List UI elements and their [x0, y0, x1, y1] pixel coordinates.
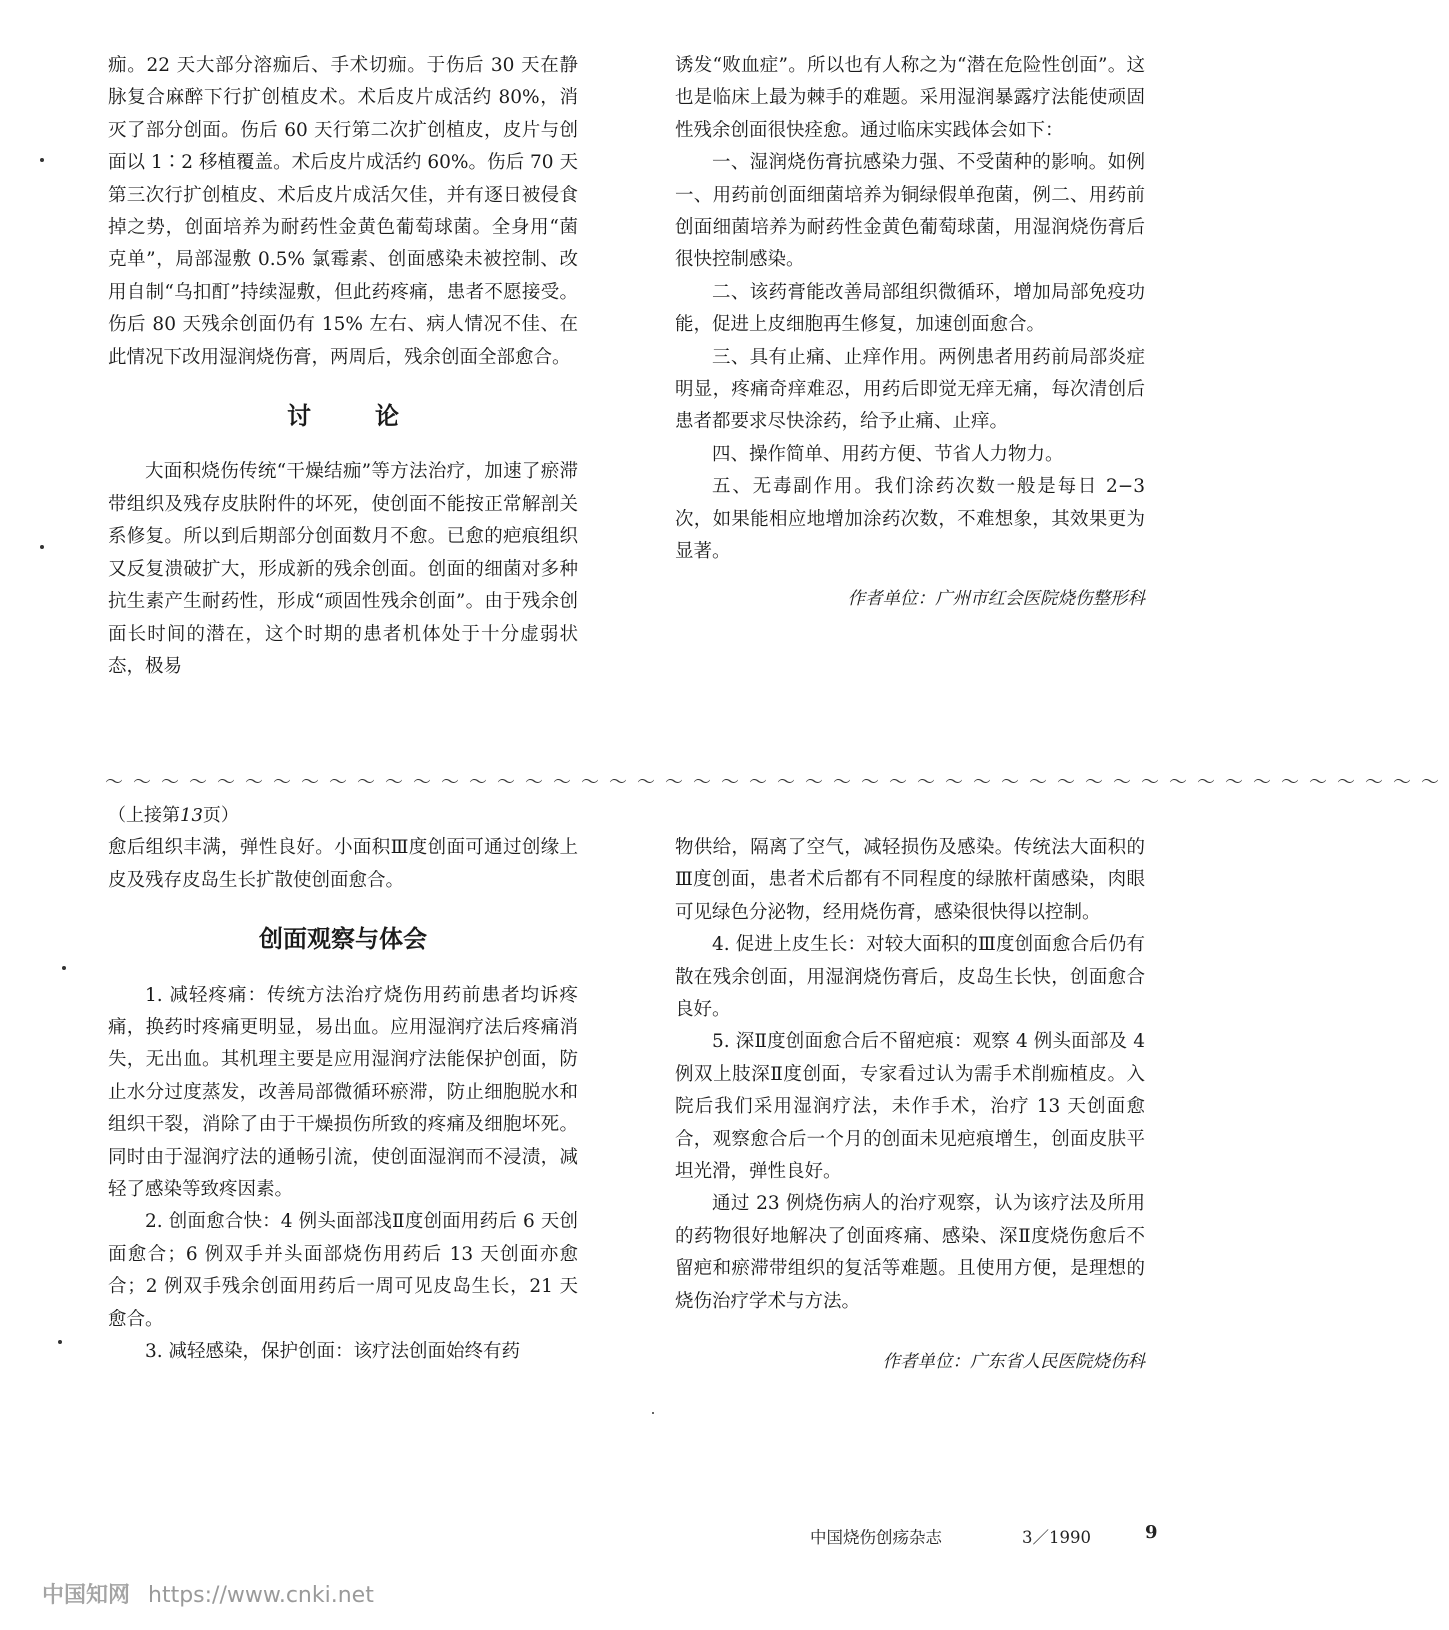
- discussion-heading-char-1: 讨: [287, 402, 311, 431]
- lower-right-column: [675, 832, 1145, 1379]
- discussion-heading: [108, 400, 578, 432]
- scan-speck: [40, 545, 44, 549]
- observations-heading: 创面观察与体会: [259, 925, 427, 954]
- upper-left-column: [108, 50, 578, 683]
- discussion-paragraph-continued: 诱发“败血症”。所以也有人称之为“潜在危险性创面”。这也是临床上最为棘手的难题。采用湿润暴露疗法能使顽固性残余创面很快痊愈。通过临床实践体会如下：: [675, 55, 1145, 141]
- watermark-url: https://www.cnki.net: [148, 1583, 374, 1608]
- upper-right-column: [675, 50, 1145, 615]
- lower-left-column: [108, 800, 578, 1369]
- wavy-divider: ～～～～～～～～～～～～～～～～～～～～～～～～～～～～～～～～～～～～～～～～～～～～～～～～: [105, 772, 1449, 793]
- observation-paragraph-3: 3. 减轻感染，保护创面：该疗法创面始终有药: [145, 1341, 521, 1363]
- case-paragraph: 痂。22 天大部分溶痂后、手术切痂。于伤后 30 天在静脉复合麻醉下行扩创植皮术。术后皮片成活约 80%，消灭了部分创面。伤后 60 天行第二次扩创植皮，皮片与创面以 1∶2 移植覆盖。术后皮片成活约 60%。伤后 70 天第三次行扩创植皮、术后皮片成活欠佳，并有逐日被侵食掉之势，创面培养为耐药性金黄色葡萄球菌。全身用“菌克单”，局部湿敷 0.5% 氯霉素、创面感染未被控制、改用自制“乌扣酊”持续湿敷，但此药疼痛，患者不愿接受。伤后 80 天残余创面仍有 15% 左右、病人情况不佳、在此情况下改用湿润烧伤膏，两周后，残余创面全部愈合。: [108, 55, 578, 368]
- point-paragraph-1: 一、湿润烧伤膏抗感染力强、不受菌种的影响。如例一、用药前创面细菌培养为铜绿假单孢菌，例二、用药前创面细菌培养为耐药性金黄色葡萄球菌，用湿润烧伤膏后很快控制感染。: [675, 152, 1145, 271]
- page-number: 9: [1145, 1522, 1158, 1543]
- observation-paragraph-1: 1. 减轻疼痛：传统方法治疗烧伤用药前患者均诉疼痛，换药时疼痛更明显，易出血。应用湿润疗法后疼痛消失，无出血。其机理主要是应用湿润疗法能保护创面，防止水分过度蒸发，改善局部微循环瘀滞，防止细胞脱水和组织干裂，消除了由于干燥损伤所致的疼痛及细胞坏死。同时由于湿润疗法的通畅引流，使创面湿润而不浸渍，减轻了感染等致疼因素。: [108, 984, 578, 1201]
- scan-speck: [58, 1340, 62, 1344]
- issue-number: 3／1990: [1022, 1528, 1091, 1547]
- observation-paragraph-2: 2. 创面愈合快：4 例头面部浅Ⅱ度创面用药后 6 天创面愈合；6 例双手并头面部烧伤用药后 13 天创面亦愈合；2 例双手残余创面用药后一周可见皮岛生长，21 天愈合。: [108, 1211, 578, 1330]
- scan-speck: [40, 158, 44, 162]
- continued-prefix: （上接第: [108, 805, 180, 826]
- cnki-watermark: [42, 1578, 374, 1609]
- continued-page: 13: [180, 805, 203, 826]
- journal-name: 中国烧伤创疡杂志: [810, 1528, 942, 1547]
- scan-speck: [62, 966, 66, 970]
- point-paragraph-5: 五、无毒副作用。我们涂药次数一般是每日 2−3 次，如果能相应地增加涂药次数，不难想象，其效果更为显著。: [675, 476, 1145, 563]
- point-paragraph-4: 四、操作简单、用药方便、节省人力物力。: [712, 443, 1064, 465]
- watermark-brand: 中国知网: [42, 1583, 131, 1608]
- observation-paragraph-5: 5. 深Ⅱ度创面愈合后不留疤痕：观察 4 例头面部及 4 例双上肢深Ⅱ度创面，专家看过认为需手术削痂植皮。入院后我们采用湿润疗法，未作手术，治疗 13 天创面愈合，观察愈合后一个月的创面未见疤痕增生，创面皮肤平坦光滑，弹性良好。: [675, 1031, 1145, 1183]
- continued-note: [108, 800, 578, 832]
- discussion-heading-char-2: 论: [375, 402, 399, 431]
- author-affiliation-1: 作者单位：广州市红会医院烧伤整形科: [847, 588, 1145, 609]
- continued-suffix: 页）: [202, 805, 239, 826]
- point-paragraph-2: 二、该药膏能改善局部组织微循环，增加局部免疫功能，促进上皮细胞再生修复，加速创面愈合。: [675, 281, 1145, 336]
- conclusion-paragraph: 通过 23 例烧伤病人的治疗观察，认为该疗法及所用的药物很好地解决了创面疼痛、感染、深Ⅱ度烧伤愈后不留疤和瘀滞带组织的复活等难题。且使用方便，是理想的烧伤治疗学术与方法。: [675, 1193, 1145, 1312]
- author-affiliation-2: 作者单位：广东省人民医院烧伤科: [882, 1352, 1145, 1373]
- observation-paragraph-4: 4. 促进上皮生长：对较大面积的Ⅲ度创面愈合后仍有散在残余创面，用湿润烧伤膏后，皮岛生长快，创面愈合良好。: [675, 934, 1145, 1021]
- observation-paragraph-3-continued: 物供给，隔离了空气，减轻损伤及感染。传统法大面积的Ⅲ度创面，患者术后都有不同程度的绿脓杆菌感染，肉眼可见绿色分泌物，经用烧伤膏，感染很快得以控制。: [675, 837, 1145, 923]
- scan-speck: [652, 1412, 654, 1414]
- point-paragraph-3: 三、具有止痛、止痒作用。两例患者用药前局部炎症明显，疼痛奇痒难忍，用药后即觉无痒无痛，每次清创后患者都要求尽快涂药，给予止痛、止痒。: [675, 346, 1145, 433]
- discussion-paragraph: 大面积烧伤传统“干燥结痂”等方法治疗，加速了瘀滞带组织及残存皮肤附件的坏死，使创面不能按正常解剖关系修复。所以到后期部分创面数月不愈。已愈的疤痕组织又反复溃破扩大，形成新的残余创面。创面的细菌对多种抗生素产生耐药性，形成“顽固性残余创面”。由于残余创面长时间的潜在，这个时期的患者机体处于十分虚弱状态，极易: [108, 461, 578, 677]
- continued-paragraph: 愈后组织丰满，弹性良好。小面积Ⅲ度创面可通过创缘上皮及残存皮岛生长扩散使创面愈合。: [108, 837, 578, 891]
